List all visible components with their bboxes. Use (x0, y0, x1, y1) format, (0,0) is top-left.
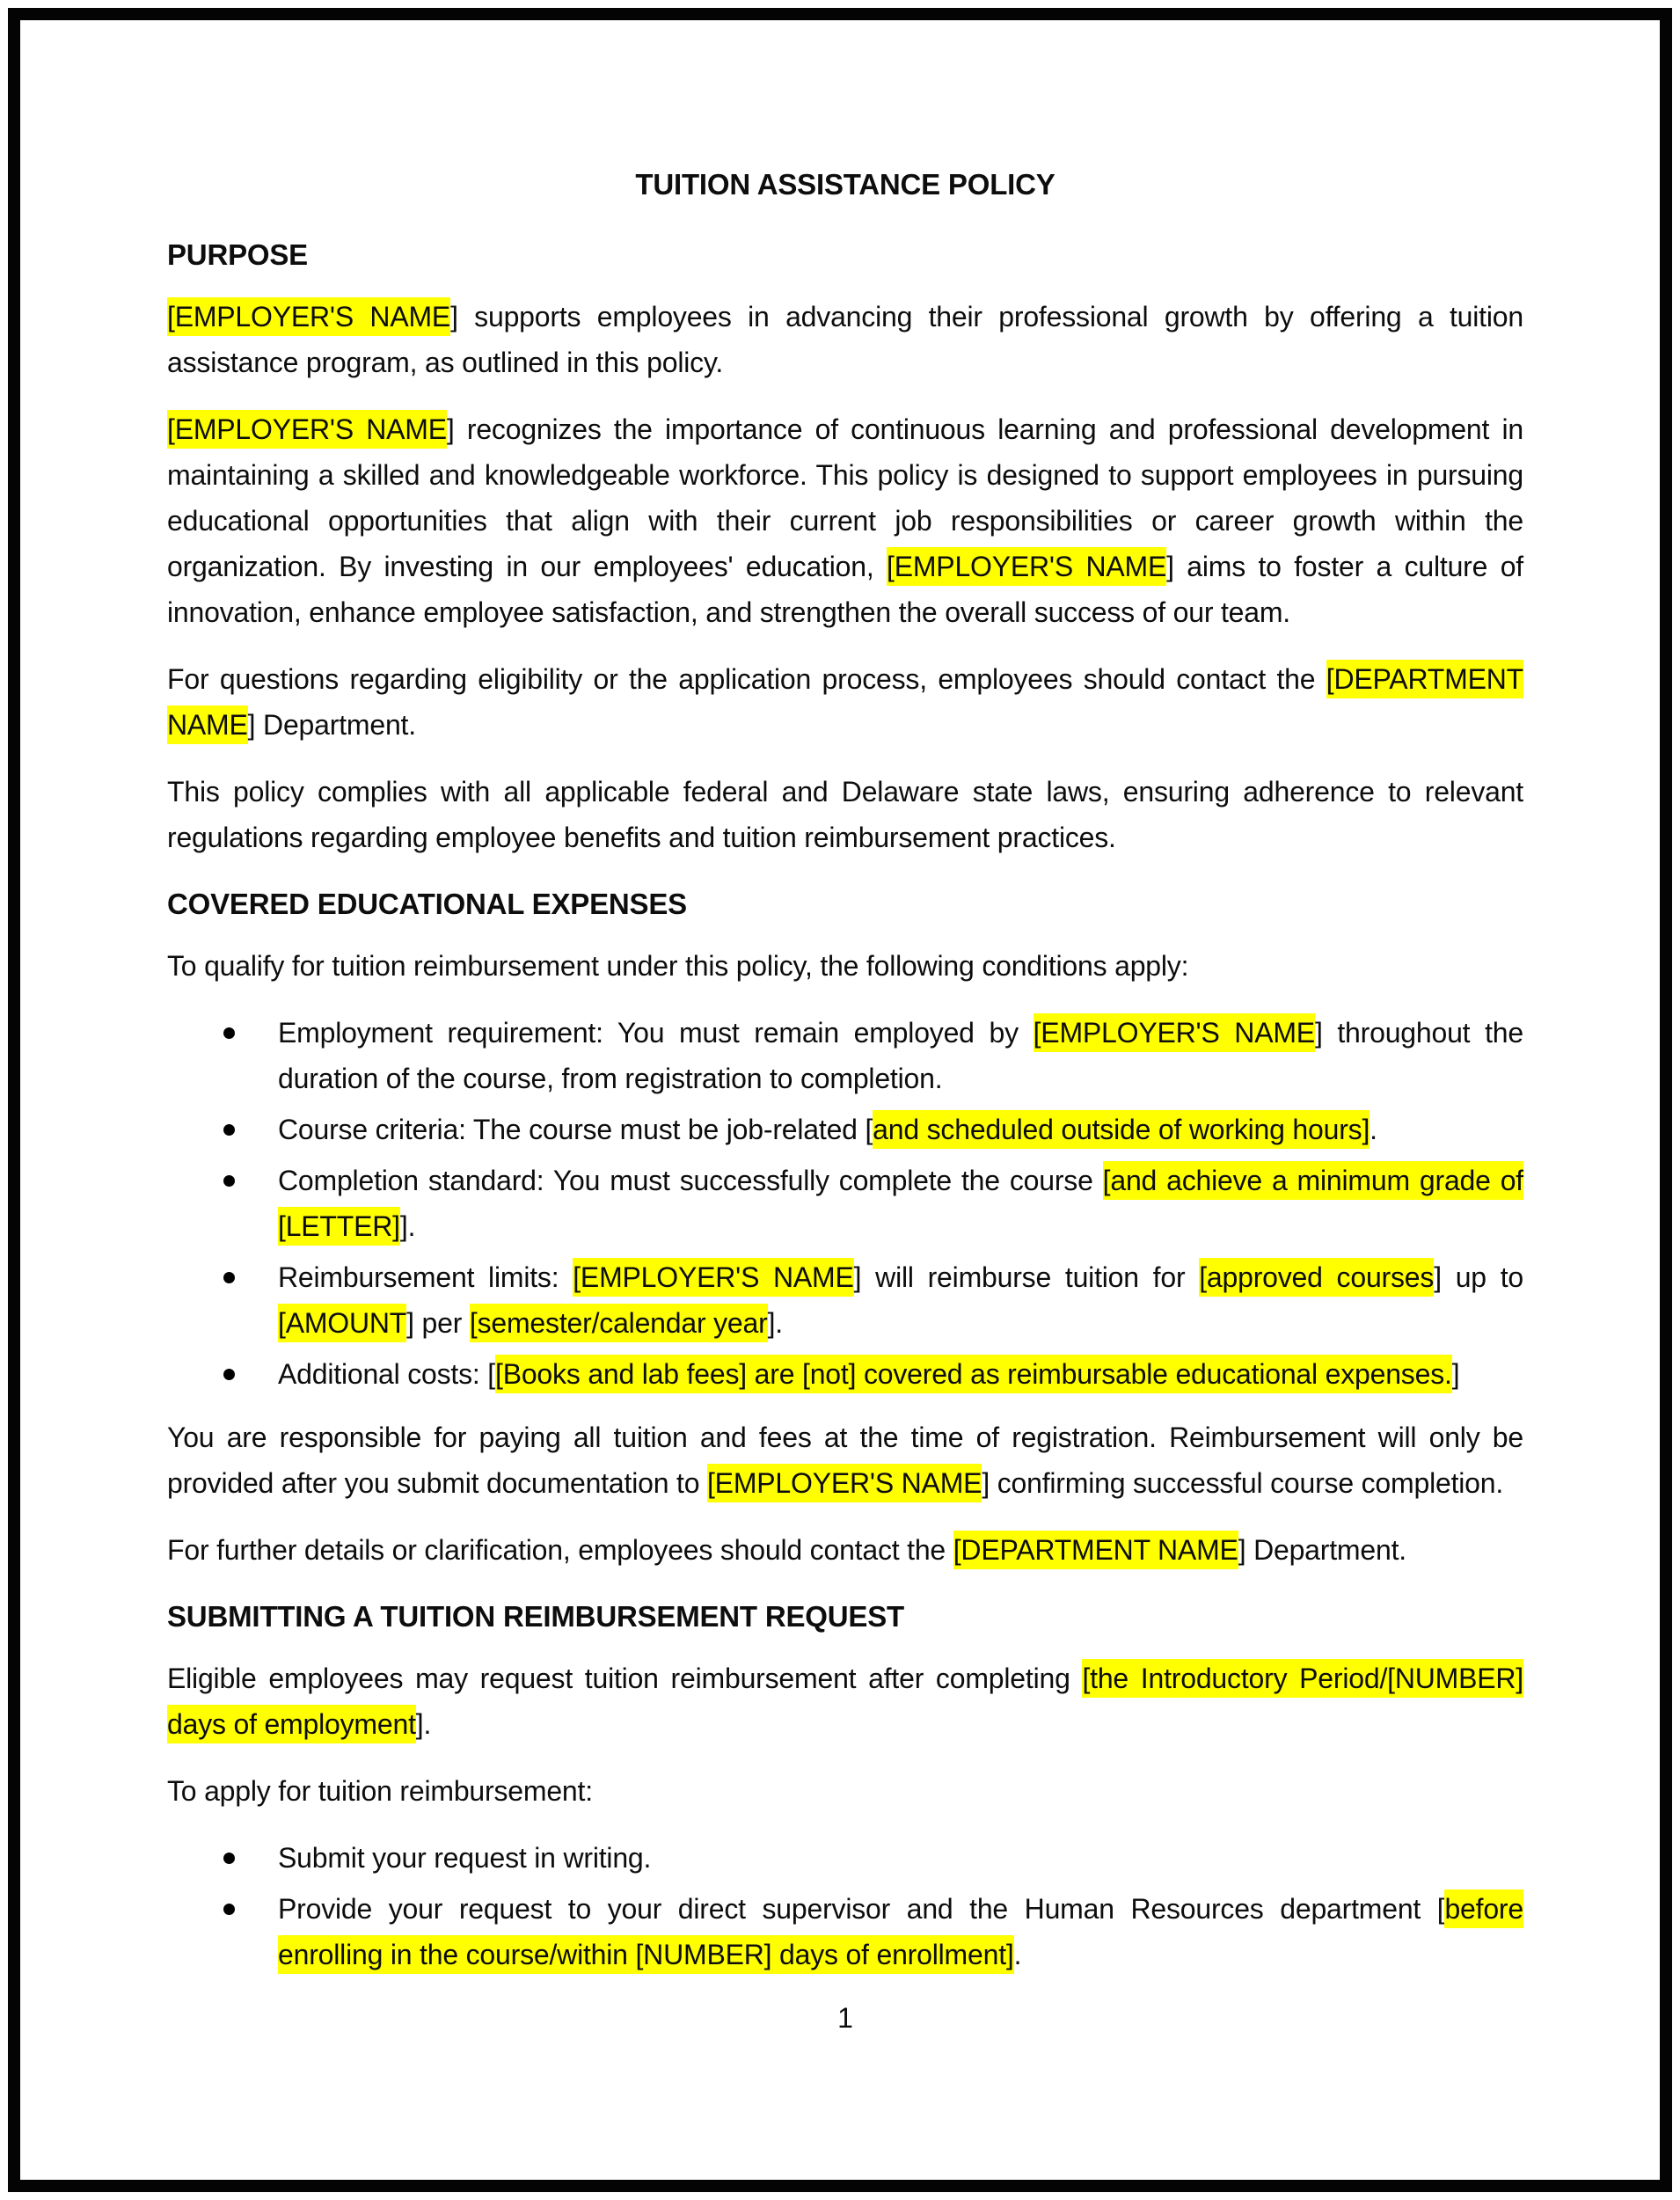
placeholder-highlight: [DEPARTMENT NAME (167, 660, 1523, 744)
bullet-icon (223, 1272, 235, 1283)
bullet-icon (223, 1904, 235, 1915)
placeholder-highlight: [EMPLOYER'S NAME (707, 1464, 982, 1502)
paragraph (167, 1414, 1523, 1506)
placeholder-highlight: [EMPLOYER'S NAME (1034, 1013, 1315, 1052)
text-run: ] confirming successful course completion. (982, 1467, 1504, 1499)
text-run: ] Department. (1238, 1534, 1406, 1566)
bullet-list-conditions (167, 1010, 1523, 1397)
list-item (278, 1254, 1523, 1346)
placeholder-highlight: [Books and lab fees] are [not] covered as reimbursable educational expenses. (495, 1355, 1452, 1393)
bullet-icon (223, 1027, 235, 1039)
text-run: To apply for tuition reimbursement: (167, 1775, 593, 1807)
bullet-icon (223, 1853, 235, 1864)
text-run: Course criteria: The course must be job-related [ (278, 1114, 873, 1145)
text-run: Eligible employees may request tuition reimbursement after completing (167, 1663, 1083, 1694)
text-run: You are responsible for paying all tuition and fees at the time of registration. Reimbursement will only be provided after you submit documentation to (167, 1422, 1523, 1499)
list-item (278, 1835, 1523, 1881)
paragraph (167, 1527, 1523, 1573)
paragraph (167, 769, 1523, 860)
list-item (278, 1158, 1523, 1249)
placeholder-highlight: [EMPLOYER'S NAME (167, 410, 447, 449)
text-run: Completion standard: You must successfully complete the course (278, 1165, 1103, 1196)
text-run: ]. (767, 1307, 783, 1339)
text-run: Submit your request in writing. (278, 1842, 652, 1874)
placeholder-highlight: [AMOUNT (278, 1304, 406, 1342)
placeholder-highlight: [and achieve a minimum grade of [LETTER] (278, 1161, 1523, 1246)
list-item (278, 1351, 1523, 1397)
text-run: ] will reimburse tuition for (853, 1261, 1200, 1293)
placeholder-highlight: and scheduled outside of working hours] (873, 1110, 1370, 1149)
list-item (278, 1010, 1523, 1101)
text-run: ] supports employees in advancing their professional growth by offering a tuition assistance program, as outlined in this policy. (167, 301, 1523, 378)
text-run: For questions regarding eligibility or the application process, employees should contact the (167, 663, 1326, 695)
section-heading-purpose: PURPOSE (167, 238, 308, 271)
bullet-icon (223, 1175, 235, 1187)
page-content (167, 162, 1523, 2041)
section-heading-submitting-request: SUBMITTING A TUITION REIMBURSEMENT REQUEST (167, 1600, 904, 1633)
text-run: This policy complies with all applicable federal and Delaware state laws, ensuring adherence to relevant regulations regarding employee benefits and tuition reimbursement practices. (167, 776, 1523, 853)
paragraph (167, 294, 1523, 385)
paragraph (167, 943, 1523, 989)
text-run: Additional costs: [ (278, 1358, 495, 1390)
text-run: Provide your request to your direct supervisor and the Human Resources department [ (278, 1893, 1445, 1925)
bullet-list-apply-steps (167, 1835, 1523, 1977)
text-run: ] recognizes the importance of continuous learning and professional development in maintaining a skilled and knowledgeable workforce. This policy is designed to support employees in pursuing educational opportunities that align with their current job responsibilities or career growth within the organization. By investing in our employees' education, (167, 413, 1523, 582)
text-run: ] throughout the duration of the course, from registration to completion. (278, 1017, 1523, 1094)
placeholder-highlight: before enrolling in the course/within [NUMBER] days of enrollment] (278, 1889, 1523, 1974)
paragraph (167, 406, 1523, 635)
page-number: 1 (837, 2002, 853, 2034)
text-run: ] (1451, 1358, 1460, 1390)
placeholder-highlight: [DEPARTMENT NAME (953, 1531, 1238, 1569)
text-run: . (1013, 1939, 1022, 1970)
placeholder-highlight: [EMPLOYER'S NAME (167, 297, 450, 336)
text-run: For further details or clarification, employees should contact the (167, 1534, 953, 1566)
placeholder-highlight: [approved courses (1199, 1258, 1434, 1297)
placeholder-highlight: [EMPLOYER'S NAME (887, 547, 1166, 586)
placeholder-highlight: [the Introductory Period/[NUMBER] days of employment (167, 1659, 1523, 1743)
section-heading-covered-expenses: COVERED EDUCATIONAL EXPENSES (167, 888, 687, 920)
bullet-icon (223, 1124, 235, 1136)
text-run: ] up to (1434, 1261, 1523, 1293)
text-run: ]. (415, 1708, 432, 1740)
paragraph (167, 1768, 1523, 1814)
text-run: Employment requirement: You must remain employed by (278, 1017, 1034, 1049)
bullet-icon (223, 1369, 235, 1380)
list-item (278, 1886, 1523, 1977)
text-run: ] Department. (247, 709, 416, 741)
text-run: ]. (399, 1210, 416, 1242)
text-run: To qualify for tuition reimbursement under this policy, the following conditions apply: (167, 950, 1189, 982)
document-title: TUITION ASSISTANCE POLICY (635, 168, 1055, 201)
text-run: . (1370, 1114, 1377, 1145)
paragraph (167, 1655, 1523, 1747)
text-run: ] aims to foster a culture of innovation, enhance employee satisfaction, and strengthen the overall success of our team. (167, 551, 1523, 628)
paragraph (167, 656, 1523, 748)
placeholder-highlight: [semester/calendar year (470, 1304, 768, 1342)
text-run: Reimbursement limits: (278, 1261, 573, 1293)
text-run: ] per (406, 1307, 470, 1339)
placeholder-highlight: [EMPLOYER'S NAME (573, 1258, 853, 1297)
list-item (278, 1107, 1523, 1152)
